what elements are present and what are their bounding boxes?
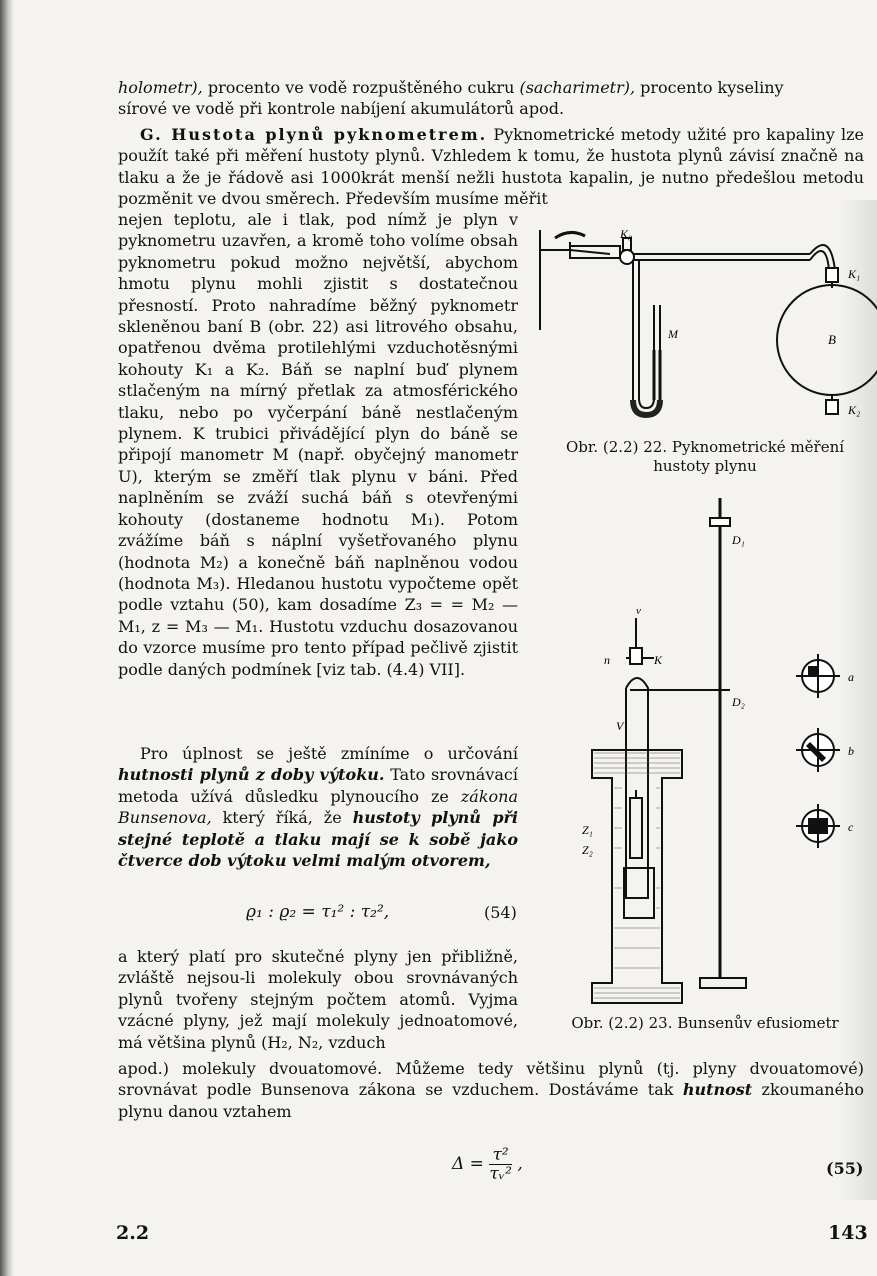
label-n: n bbox=[604, 653, 610, 667]
eq55-lhs: Δ = bbox=[452, 1154, 484, 1174]
label-a: a bbox=[848, 670, 854, 684]
label-c: c bbox=[848, 820, 854, 834]
p2-text-c: který říká, že bbox=[211, 808, 353, 828]
column-paragraph-2 bbox=[118, 743, 518, 871]
label-k2: K₂ bbox=[848, 403, 861, 417]
intro-line-2: sírové ve vodě při kontrole nabíjení akumulátorů apod. bbox=[118, 99, 565, 119]
section-folio: 2.2 bbox=[116, 1222, 150, 1244]
label-k0: K₀ bbox=[620, 227, 633, 241]
figure-22-caption: Obr. (2.2) 22. Pyknometrické měření hustoty plynu bbox=[565, 438, 845, 475]
eq55-denominator: τᵥ² bbox=[489, 1164, 512, 1184]
label-d1: D₁ bbox=[732, 533, 745, 547]
label-k: K bbox=[654, 653, 663, 667]
figure-22-pyknometer bbox=[530, 210, 877, 430]
closing-text-a: apod.) molekuly dvouatomové. Můžeme tedy většinu plynů (tj. plyny dvouatomové) srovnávat podle Bunsenova zákona se vzduchem. Dostáváme tak bbox=[118, 1059, 864, 1100]
figure-23-caption: Obr. (2.2) 23. Bunsenův efusiometr bbox=[571, 1014, 839, 1032]
page-binding-shadow bbox=[0, 0, 14, 1276]
intro-line-1-end: procento kyseliny bbox=[635, 78, 784, 97]
closing-text-b: zkoumaného plynu danou vztahem bbox=[118, 1080, 865, 1121]
label-b-tap: b bbox=[848, 744, 854, 758]
p2-text-b: Tato srovnávací metoda užívá důsledku plynoucího ze bbox=[118, 765, 518, 806]
eq55-fraction bbox=[489, 1146, 512, 1183]
term-hutnost: hutnost bbox=[682, 1080, 753, 1100]
label-v: V bbox=[616, 719, 624, 733]
section-g-heading: G. Hustota plynů pyknometrem. bbox=[140, 125, 488, 144]
section-g-paragraph bbox=[118, 124, 864, 210]
label-d2: D₂ bbox=[732, 695, 745, 709]
law-statement: hustoty plynů při stejné teplotě a tlaku mají se k sobě jako čtverce dob výtoku velmi malým otvorem, bbox=[118, 808, 519, 871]
term-hutnost-vytok: hutnosti plynů z doby výtoku. bbox=[118, 765, 385, 785]
label-z1: Z₁ bbox=[582, 823, 593, 837]
column-text-p1: nejen teplotu, ale i tlak, pod nímž je plyn v pyknometru uzavřen, a kromě toho volíme obsah pyknometru pokud možno největší, abychom hmotu plynu mohli zjistit s dostatečnou přesností. Proto nahradíme běžný pyknometr skleněnou baní B (obr. 22) asi litrového obsahu, opatřenou dvěma protilehlými vzduchotěsnými kohouty K₁ a K₂. Báň se naplní buď plynem stlačeným na mírný přetlak za atmosférického tlaku, nebo po vyčerpání báně nestlačeným plynem. K trubici přivádějící plyn do báně se připojí manometr M (např. obyčejný manometr U), kterým se změří tlak plynu v báni. Před naplněním se zváží suchá báň s otevřenými kohouty (dostaneme hodnotu M₁). Potom zvážíme báň s náplní vyšetřovaného plynu (hodnota M₂) a konečně báň naplněnou vodou (hodnota M₃). Hledanou hustotu vypočteme opět podle vztahu (50), kam dosadíme Z₃ = = M₂ — M₁, z = M₃ — M₁. Hustotu vzduchu dosazovanou do vzorce musíme pro tento případ pečlivě zjistit podle daných podmínek [viz tab. (4.4) VII]. bbox=[118, 210, 518, 679]
label-v-small: v bbox=[636, 605, 641, 617]
eq55-comma: , bbox=[517, 1154, 523, 1174]
intro-paragraph bbox=[118, 77, 864, 120]
intro-line-1-mid: procento ve vodě rozpuštěného cukru bbox=[202, 78, 520, 97]
equation-54-number: (54) bbox=[484, 903, 517, 922]
term-sacharimetr: (sacharimetr), bbox=[519, 78, 636, 97]
closing-paragraph bbox=[118, 1058, 864, 1122]
equation-55-number: (55) bbox=[826, 1159, 864, 1178]
label-z2: Z₂ bbox=[582, 843, 593, 857]
column-paragraph-3 bbox=[118, 946, 518, 1053]
section-g-text: Pyknometrické metody užité pro kapaliny lze použít také při měření hustoty plynů. Vzhledem k tomu, že hustota plynů závisí značně na tlaku a že je řádově asi 1000krát menší nežli hustota kapalin, je nutno předešlou metodu pozměnit ve dvou směrech. Především musíme měřit bbox=[118, 125, 865, 209]
p2-text-a: Pro úplnost se ještě zmíníme o určování bbox=[140, 744, 518, 763]
label-b: B bbox=[828, 332, 836, 347]
term-holometr: holometr), bbox=[118, 78, 203, 97]
column-text-p3: a který platí pro skutečné plyny jen přibližně, zvláště nejsou-li molekuly obou srovnávaných plynů tvořeny stejným počtem atomů. Vyjma vzácné plyny, jež mají molekuly jednoatomové, má většina plynů (H₂, N₂, vzduch bbox=[118, 947, 518, 1052]
label-k1: K₁ bbox=[848, 267, 861, 281]
term-bunsen-law: zákona Bunsenova, bbox=[118, 786, 518, 828]
column-paragraph-1 bbox=[118, 209, 518, 680]
eq55-numerator: τ² bbox=[489, 1146, 512, 1165]
figure-23-effusiometer bbox=[570, 488, 870, 1008]
page-number: 143 bbox=[828, 1222, 868, 1244]
label-m: M bbox=[668, 327, 678, 341]
equation-54: ϱ₁ : ϱ₂ = τ₁² : τ₂², bbox=[246, 902, 390, 922]
equation-55 bbox=[452, 1146, 523, 1183]
